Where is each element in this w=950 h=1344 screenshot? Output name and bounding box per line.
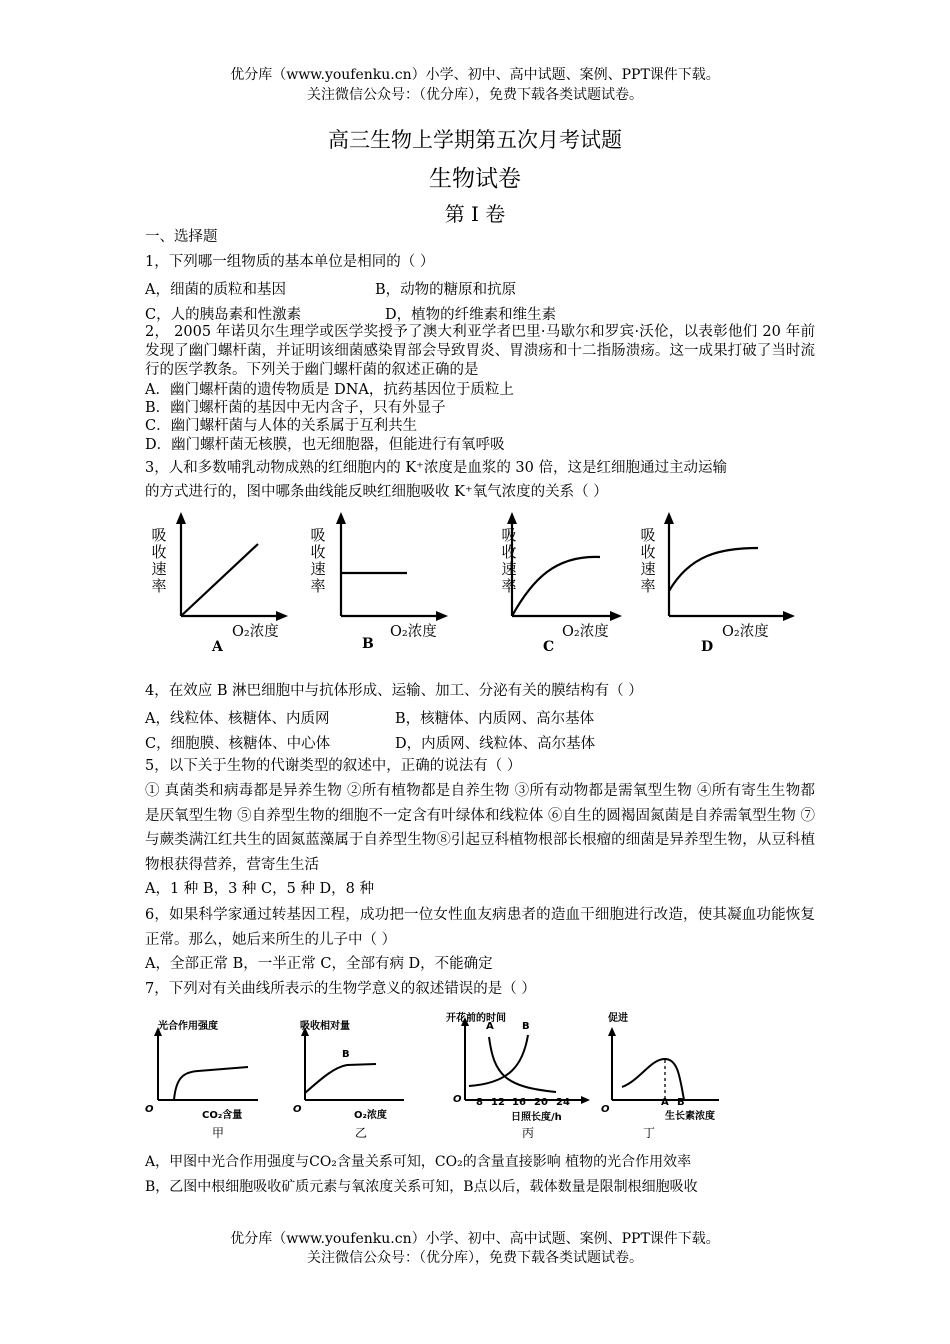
graph-c-caption: C [543, 639, 555, 655]
bing-curve-b-label: B [522, 1021, 530, 1032]
ding-origin: O [601, 1104, 610, 1115]
graph-b-x-arrow [436, 611, 448, 621]
q5-stem: 5，以下关于生物的代谢类型的叙述中，正确的说法有（ ） [145, 758, 522, 774]
yi-caption: 乙 [355, 1126, 368, 1140]
graph-d-y-label: 吸收速率 [640, 526, 656, 595]
header-line-2: 关注微信公众号：（优分库），免费下载各类试题试卷。 [307, 87, 643, 103]
exam-subtitle: 生物试卷 [429, 166, 521, 192]
yi-x-label: O₂浓度 [354, 1110, 387, 1121]
q1-option-d: D，植物的纤维素和维生素 [385, 307, 557, 323]
volume-label: 第 I 卷 [444, 202, 506, 226]
bing-tick-20: 20 [534, 1097, 548, 1108]
bing-curve-a-label: A [486, 1021, 494, 1032]
q1-option-a: A，细菌的质粒和基因 [145, 282, 286, 298]
graph-d-x-label: O₂浓度 [722, 624, 769, 640]
header-line-1: 优分库（www.youfenku.cn）小学、初中、高中试题、案例、PPT课件下载。 [230, 67, 720, 83]
bing-curve-a [489, 1037, 556, 1092]
bing-tick-24: 24 [556, 1097, 570, 1108]
graph-a-caption: A [212, 639, 223, 655]
q6-stem: 6，如果科学家通过转基因工程，成功把一位女性血友病患者的造血干细胞进行改造，使其凝血功能恢复正常。那么，她后来所生的儿子中（ ） [145, 907, 815, 948]
q1-option-b: B，动物的糖原和抗原 [375, 282, 517, 298]
graph-d-y-arrow [664, 512, 674, 524]
bing-origin: O [453, 1094, 462, 1105]
q2-option-a: A．幽门螺杆菌的遗传物质是 DNA，抗药基因位于质粒上 [145, 382, 514, 398]
graph-b-caption: B [362, 636, 374, 652]
yi-y-label: 吸收相对量 [300, 1021, 350, 1032]
graph-a-y-arrow [176, 512, 186, 524]
q3-stem-line-2: 的方式进行的，图中哪条曲线能反映红细胞吸收 K⁺氧气浓度的关系（ ） [145, 484, 608, 500]
q7-option-b: B，乙图中根细胞吸收矿质元素与氧浓度关系可知，B点以后，载体数量是限制根细胞吸收 [145, 1179, 698, 1195]
q3-stem-line-1: 3，人和多数哺乳动物成熟的红细胞内的 K⁺浓度是血浆的 30 倍，这是红细胞通过主动运输 [145, 460, 727, 476]
bing-tick-8: 8 [476, 1097, 483, 1108]
ding-caption: 丁 [643, 1126, 656, 1140]
bing-tick-16: 16 [512, 1097, 526, 1108]
graph-a-curve [181, 544, 258, 616]
jia-x-label: CO₂含量 [202, 1110, 243, 1121]
q1-stem: 1，下列哪一组物质的基本单位是相同的（ ） [145, 254, 435, 270]
jia-caption: 甲 [212, 1126, 225, 1140]
footer-line-1: 优分库（www.youfenku.cn）小学、初中、高中试题、案例、PPT课件下载。 [230, 1231, 720, 1247]
bing-y-label: 开花前的时间 [446, 1013, 506, 1024]
graph-b-x-label: O₂浓度 [390, 624, 437, 640]
ding-point-a: A [661, 1097, 669, 1108]
q2-option-b: B．幽门螺杆菌的基因中无内含子，只有外显子 [145, 400, 446, 416]
ding-x-label: 生长素浓度 [665, 1111, 715, 1122]
q4-option-a: A，线粒体、核糖体、内质网 [145, 711, 330, 727]
jia-origin: O [145, 1104, 154, 1115]
q4-stem: 4，在效应 B 淋巴细胞中与抗体形成、运输、加工、分泌有关的膜结构有（ ） [145, 683, 643, 699]
graph-c-x-arrow [610, 611, 622, 621]
bing-caption: 丙 [522, 1126, 535, 1140]
graph-c-curve [512, 557, 600, 616]
graph-d-curve [669, 548, 758, 591]
q7-stem: 7，下列对有关曲线所表示的生物学意义的叙述错误的是（ ） [145, 981, 536, 997]
yi-origin: O [293, 1104, 302, 1115]
bing-x-arrow [581, 1096, 590, 1104]
ding-y-label: 促进 [608, 1013, 628, 1024]
exam-title: 高三生物上学期第五次月考试题 [328, 128, 622, 152]
graph-b-y-arrow [336, 512, 346, 524]
ding-y-arrow [608, 1027, 616, 1036]
jia-y-label: 光合作用强度 [158, 1021, 218, 1032]
q5-body: ① 真菌类和病毒都是异养生物 ②所有植物都是自养生物 ③所有动物都是需氧型生物 ④所有寄生生物都是厌氧型生物 ⑤自养型生物的细胞不一定含有叶绿体和线粒体 ⑥自生的圆褐固氮菌是自养需氧型生物 ⑦与蕨类满江红共生的固氮蓝藻属于自养型生物⑧引起豆科植物根部长根瘤的细菌是异养型生物，从豆科植物根获得营养，营寄生生活 [145, 783, 815, 873]
graph-a-y-label: 吸收速率 [151, 526, 167, 595]
ding-point-b: B [677, 1097, 685, 1108]
graph-c-y-arrow [507, 512, 517, 524]
graph-b-y-label: 吸收速率 [310, 526, 326, 595]
q4-option-b: B，核糖体、内质网、高尔基体 [395, 711, 595, 727]
graph-d-caption: D [701, 639, 714, 655]
q7-option-a: A，甲图中光合作用强度与CO₂含量关系可知，CO₂的含量直接影响 植物的光合作用效率 [145, 1154, 692, 1170]
section-heading: 一、选择题 [145, 229, 218, 245]
ding-curve [622, 1059, 684, 1100]
jia-curve [174, 1067, 248, 1100]
graph-a-x-label: O₂浓度 [232, 624, 279, 640]
q3-graphs [0, 500, 950, 670]
q6-options: A，全部正常 B，一半正常 C，全部有病 D，不能确定 [145, 956, 493, 972]
graph-c-x-label: O₂浓度 [562, 624, 609, 640]
graph-d-x-arrow [783, 611, 795, 621]
q2-stem: 2， 2005 年诺贝尔生理学或医学奖授予了澳大利亚学者巴里·马歇尔和罗宾·沃伦，以表彰他们 20 年前发现了幽门螺杆菌，并证明该细菌感染胃部会导致胃炎、胃溃疡和十二指肠溃疡。这一成果打破了当时流行的医学教条。下列关于幽门螺杆菌的叙述正确的是 [145, 324, 815, 379]
yi-point-b: B [342, 1049, 350, 1060]
q7-graphs [0, 1005, 950, 1145]
q5-options: A，1 种 B，3 种 C，5 种 D，8 种 [145, 881, 375, 897]
yi-curve [305, 1064, 376, 1093]
q4-option-d: D，内质网、线粒体、高尔基体 [395, 736, 596, 752]
q2-option-d: D．幽门螺杆菌无核膜，也无细胞器，但能进行有氧呼吸 [145, 437, 505, 453]
q4-option-c: C，细胞膜、核糖体、中心体 [145, 736, 331, 752]
bing-curve-b [469, 1035, 528, 1086]
bing-x-label: 日照长度/h [511, 1112, 562, 1123]
graph-c-y-label: 吸收速率 [501, 526, 517, 595]
footer-line-2: 关注微信公众号：（优分库），免费下载各类试题试卷。 [307, 1250, 643, 1266]
q1-option-c: C，人的胰岛素和性激素 [145, 307, 302, 323]
bing-tick-12: 12 [491, 1097, 505, 1108]
q2-option-c: C．幽门螺杆菌与人体的关系属于互利共生 [145, 418, 418, 434]
